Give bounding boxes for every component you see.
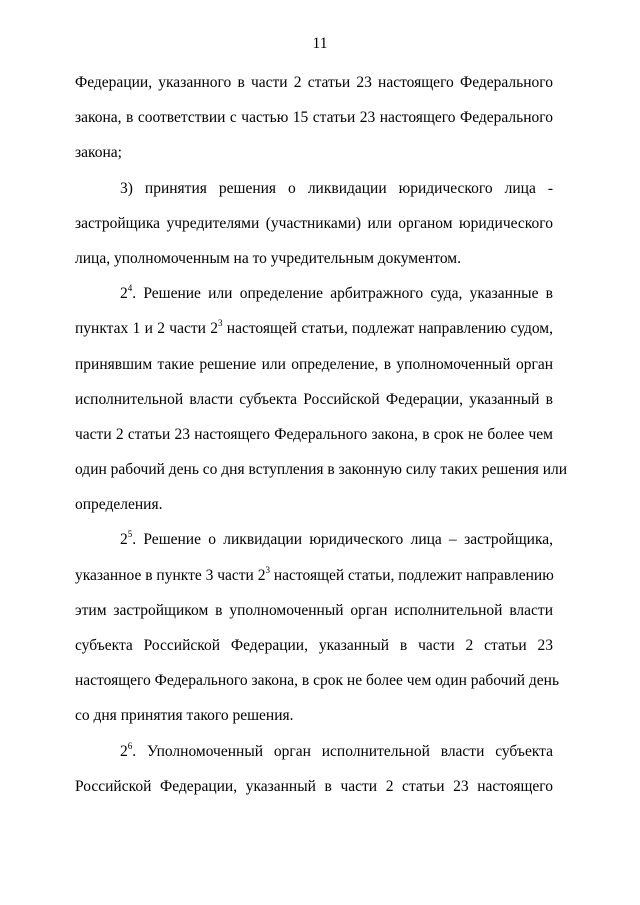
text-line (75, 734, 553, 769)
text-line: один рабочий день со дня вступления в законную силу таких решения или (75, 461, 568, 479)
superscript: 5 (127, 529, 133, 540)
line-text: настоящей статьи, подлежат направлению судом, (222, 320, 553, 338)
text-line: Федерации, указанного в части 2 статьи 23 настоящего Федерального (75, 74, 553, 91)
line-text: . Решение или определение арбитражного суда, указанные в (132, 285, 553, 303)
text-line: закона, в соответствии с частью 15 статьи 23 настоящего Федерального (75, 109, 553, 127)
clause-number: 2 (120, 742, 128, 760)
superscript: 4 (127, 283, 133, 294)
clause-number: 2 (120, 531, 128, 549)
text-line: этим застройщиком в уполномоченный орган исполнительной власти (75, 601, 553, 619)
page-number: 11 (312, 35, 328, 52)
text-line: лица, уполномоченным на то учредительным документом. (75, 249, 461, 267)
text-line: определения. (75, 496, 163, 514)
superscript: 3 (217, 318, 223, 329)
text-line: части 2 статьи 23 настоящего Федерального закона, в срок не более чем (75, 425, 553, 443)
text-line (75, 522, 553, 557)
text-line (75, 558, 553, 593)
line-text: . Уполномоченный орган исполнительной власти субъекта (132, 742, 553, 760)
superscript: 3 (265, 564, 270, 575)
text-line: исполнительной власти субъекта Российской Федерации, указанный в (75, 390, 553, 408)
text-line: закона; (75, 144, 122, 162)
text-line: со дня принятия такого решения. (75, 707, 294, 725)
line-text: настоящей статьи, подлежит направлению (269, 566, 554, 584)
line-text: указанное в пункте 3 части 2 (75, 566, 266, 584)
text-line: застройщика учредителями (участниками) или органом юридического (75, 214, 553, 232)
document-body (75, 65, 568, 804)
text-line: принявшим такие решение или определение, в уполномоченный орган (75, 355, 553, 373)
text-line: 3) принятия решения о ликвидации юридического лица - (120, 179, 553, 197)
clause-number: 2 (120, 285, 128, 303)
text-line: Российской Федерации, указанный в части 2 статьи 23 настоящего (75, 777, 553, 795)
text-line: субъекта Российской Федерации, указанный в части 2 статьи 23 (75, 637, 553, 654)
text-line: настоящего Федерального закона, в срок не более чем один рабочий день (75, 672, 560, 690)
superscript: 6 (127, 740, 133, 751)
line-text: . Решение о ликвидации юридического лица – застройщика, (132, 531, 553, 549)
text-line (75, 276, 553, 311)
line-text: пунктах 1 и 2 части 2 (75, 320, 218, 338)
text-line (75, 311, 553, 346)
